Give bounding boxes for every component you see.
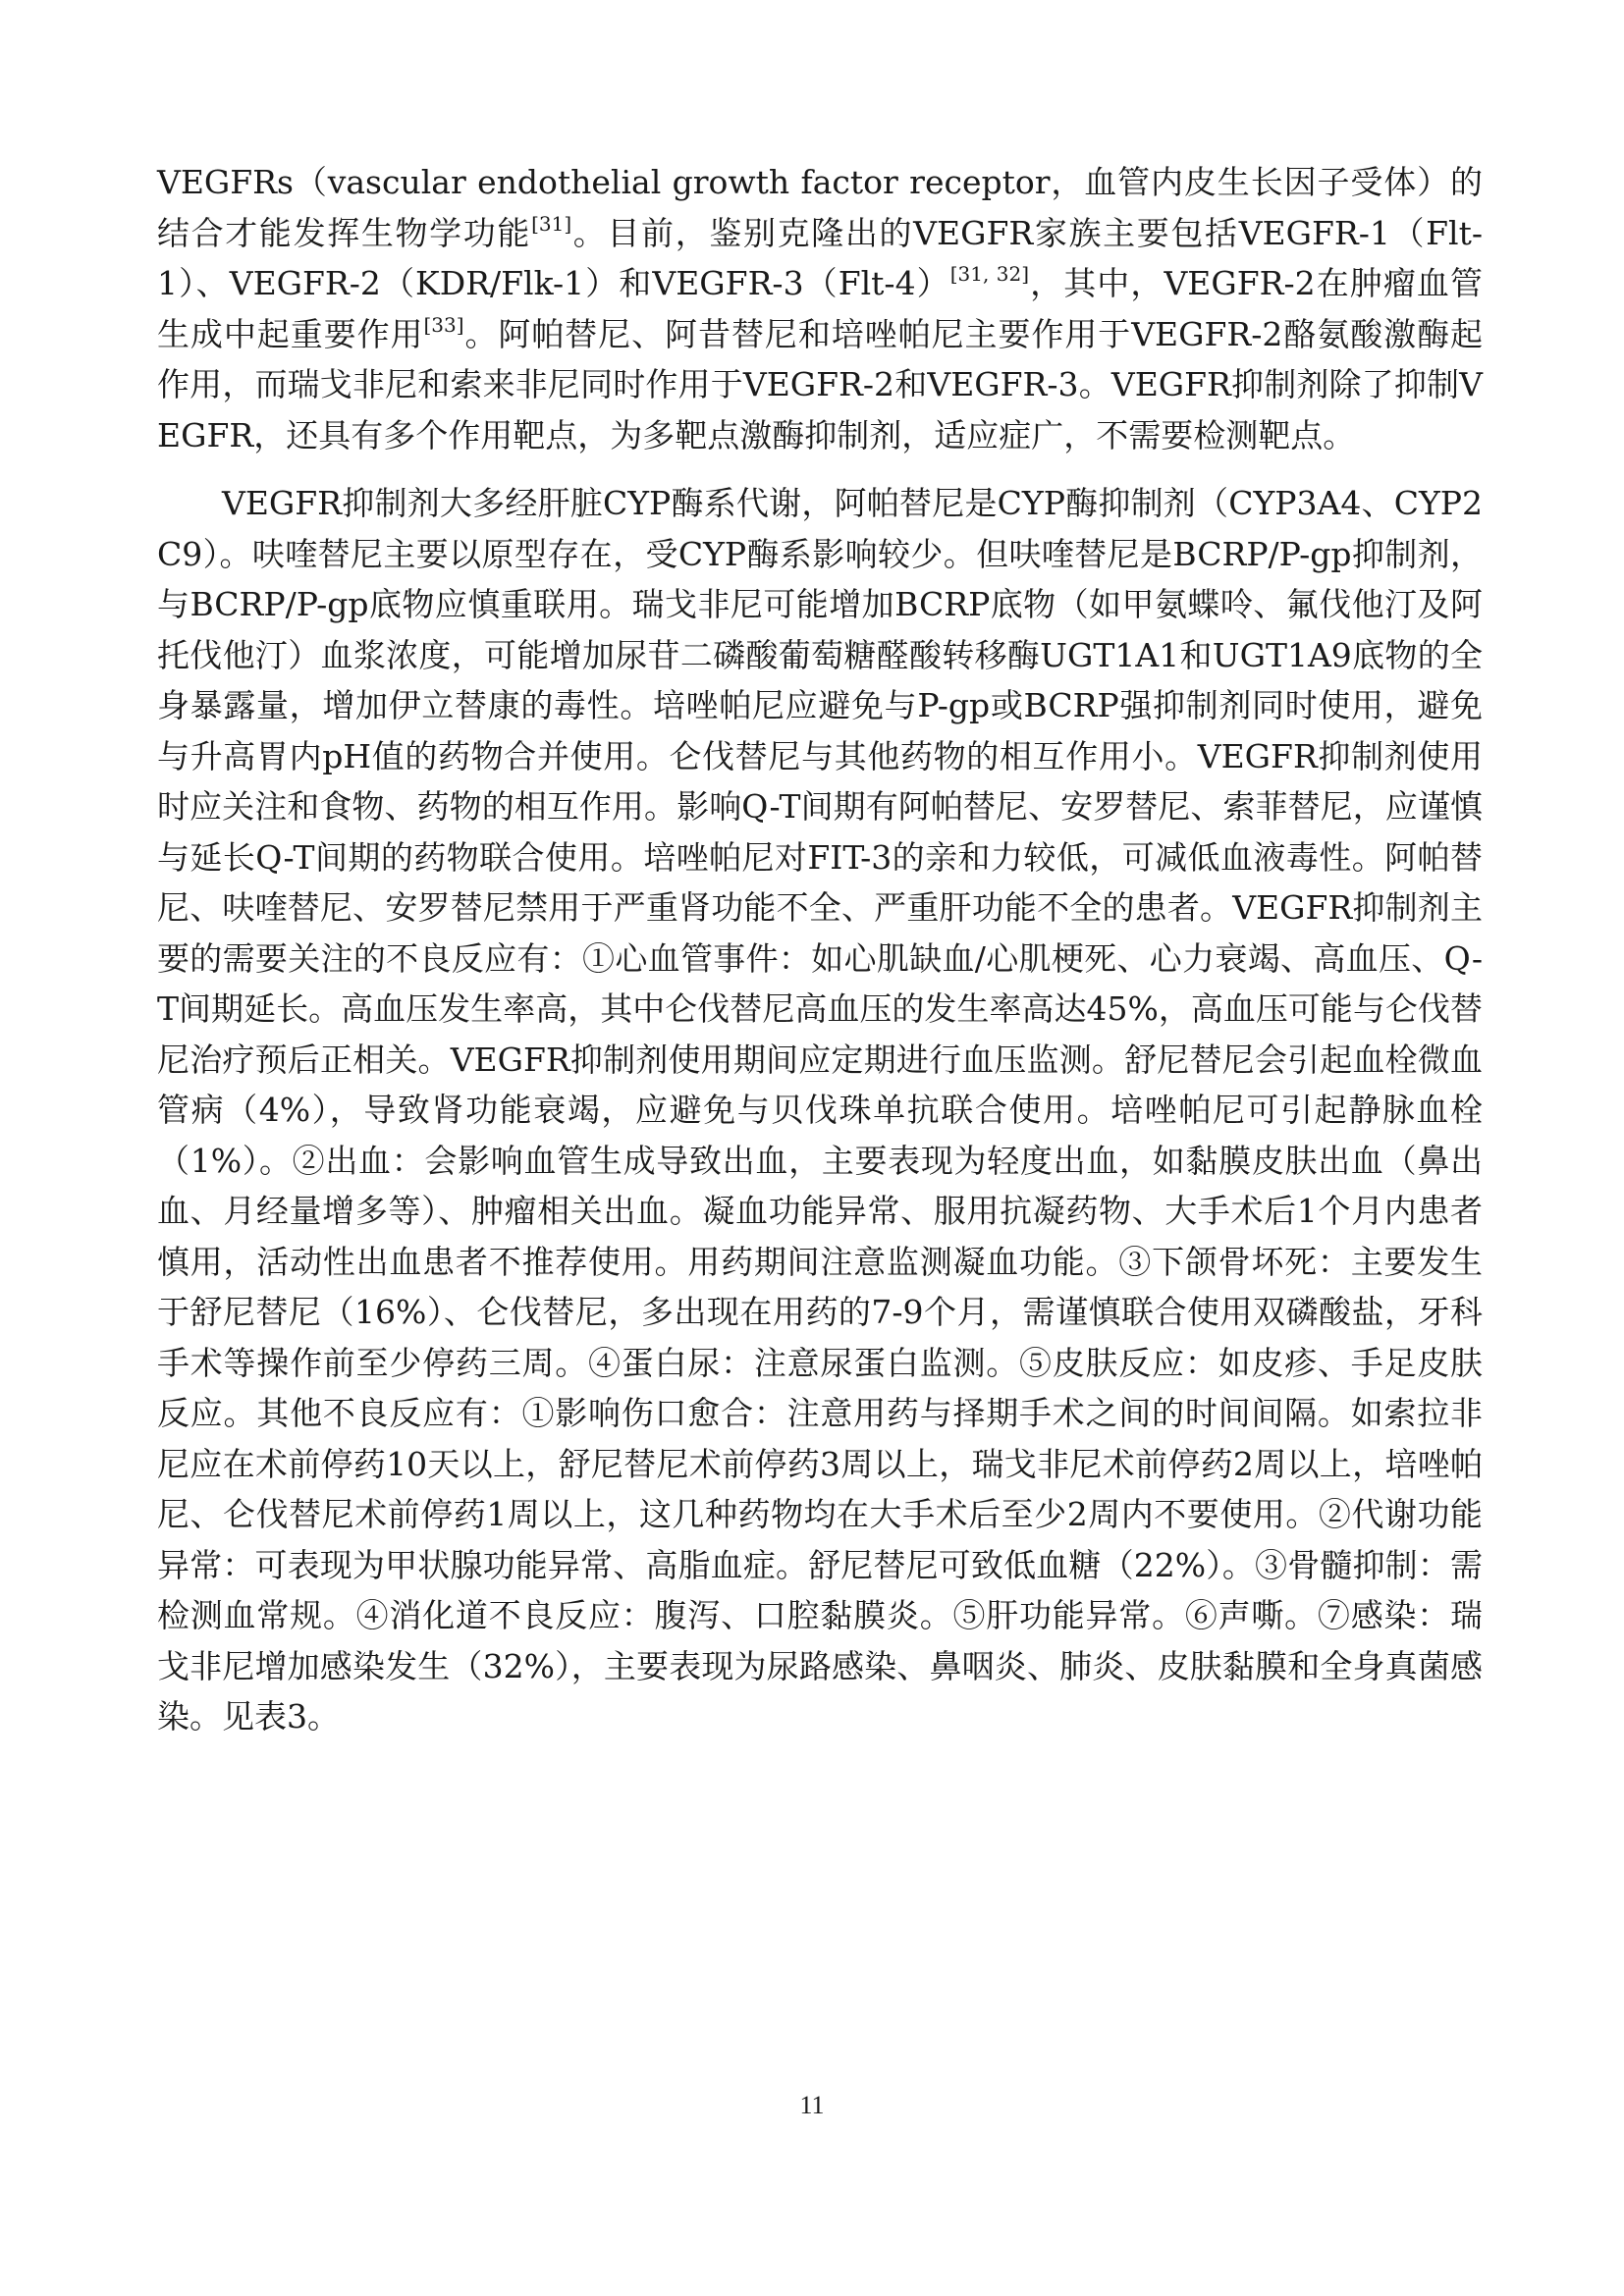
paragraph-text: 。阿帕替尼、阿昔替尼和培唑帕尼主要作用于VEGFR-2酪氨酸激酶起作用，而瑞戈非尼和索来非尼同时作用于VEGFR-2和VEGFR-3。VEGFR抑制剂除了抑制VEGFR，还具有多个作用靶点，为多靶点激酶抑制剂，适应症广，不需要检测靶点。: [157, 314, 1484, 454]
paragraph-text: 。目前，鉴别克隆出的VEGFR家族主要包括VEGFR-1（Flt-1）、VEGFR-2（KDR/Flk-1）和VEGFR-3（Flt-4）: [157, 213, 1484, 302]
citation: [31, 32]: [949, 262, 1030, 286]
paragraph-vegfr-receptors: [157, 157, 1483, 460]
paragraph-text: VEGFRs（vascular endothelial growth factor receptor，血管内皮生长因子受体）的结合才能发挥生物学功能: [157, 163, 1483, 252]
paragraph-vegfr-inhibitors: VEGFR抑制剂大多经肝脏CYP酶系代谢，阿帕替尼是CYP酶抑制剂（CYP3A4、CYP2C9）。呋喹替尼主要以原型存在，受CYP酶系影响较少。但呋喹替尼是BCRP/P-gp抑制剂，与BCRP/P-gp底物应慎重联用。瑞戈非尼可能增加BCRP底物（如甲氨蝶呤、氟伐他汀及阿托伐他汀）血浆浓度，可能增加尿苷二磷酸葡萄糖醛酸转移酶UGT1A1和UGT1A9底物的全身暴露量，增加伊立替康的毒性。培唑帕尼应避免与P-gp或BCRP强抑制剂同时使用，避免与升高胃内pH值的药物合并使用。仑伐替尼与其他药物的相互作用小。VEGFR抑制剂使用时应关注和食物、药物的相互作用。影响Q-T间期有阿帕替尼、安罗替尼、索菲替尼，应谨慎与延长Q-T间期的药物联合使用。培唑帕尼对FIT-3的亲和力较低，可减低血液毒性。阿帕替尼、呋喹替尼、安罗替尼禁用于严重肾功能不全、严重肝功能不全的患者。VEGFR抑制剂主要的需要关注的不良反应有：①心血管事件：如心肌缺血/心肌梗死、心力衰竭、高血压、Q-T间期延长。高血压发生率高，其中仑伐替尼高血压的发生率高达45%，高血压可能与仑伐替尼治疗预后正相关。VEGFR抑制剂使用期间应定期进行血压监测。舒尼替尼会引起血栓微血管病（4%），导致肾功能衰竭，应避免与贝伐珠单抗联合使用。培唑帕尼可引起静脉血栓（1%）。②出血：会影响血管生成导致出血，主要表现为轻度出血，如黏膜皮肤出血（鼻出血、月经量增多等）、肿瘤相关出血。凝血功能异常、服用抗凝药物、大手术后1个月内患者慎用，活动性出血患者不推荐使用。用药期间注意监测凝血功能。③下颌骨坏死：主要发生于舒尼替尼（16%）、仑伐替尼，多出现在用药的7-9个月，需谨慎联合使用双磷酸盐，牙科手术等操作前至少停药三周。④蛋白尿：注意尿蛋白监测。⑤皮肤反应：如皮疹、手足皮肤反应。其他不良反应有：①影响伤口愈合：注意用药与择期手术之间的时间间隔。如索拉非尼应在术前停药10天以上，舒尼替尼术前停药3周以上，瑞戈非尼术前停药2周以上，培唑帕尼、仑伐替尼术前停药1周以上，这几种药物均在大手术后至少2周内不要使用。②代谢功能异常：可表现为甲状腺功能异常、高脂血症。舒尼替尼可致低血糖（22%）。③骨髓抑制：需检测血常规。④消化道不良反应：腹泻、口腔黏膜炎。⑤肝功能异常。⑥声嘶。⑦感染：瑞戈非尼增加感染发生（32%），主要表现为尿路感染、鼻咽炎、肺炎、皮肤黏膜和全身真菌感染。见表3。: [157, 484, 1483, 1735]
document-body: [157, 157, 1483, 1742]
citation: [31]: [531, 211, 572, 236]
citation: [33]: [423, 312, 464, 337]
paragraph-text: ，其中，VEGFR-2在肿瘤血管生成中起重要作用: [157, 264, 1484, 353]
page-number: 11: [799, 2091, 825, 2119]
